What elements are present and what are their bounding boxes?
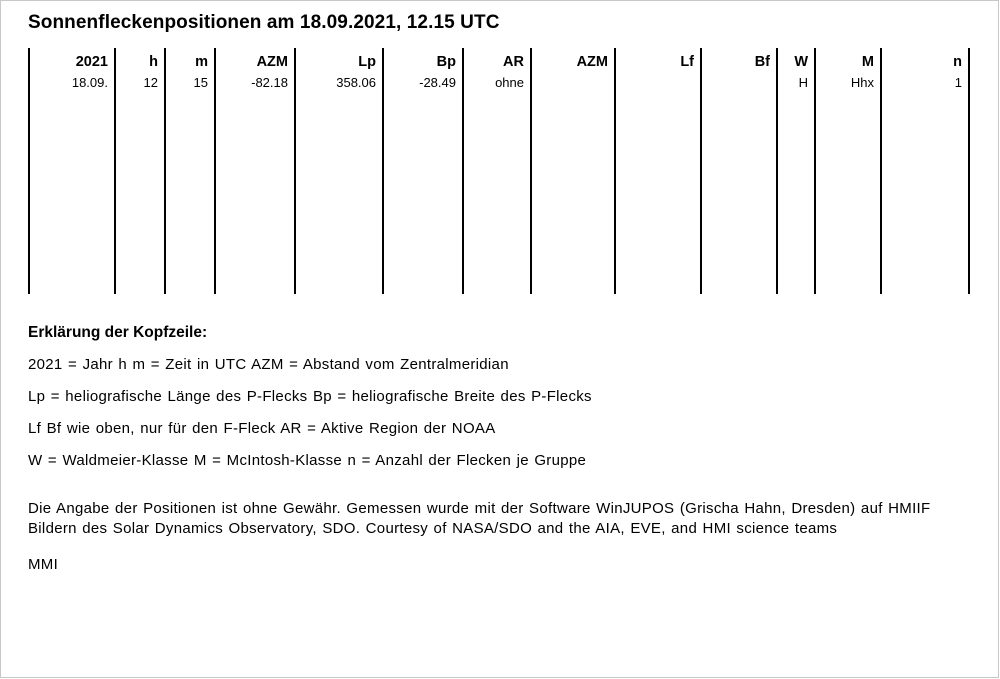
cell-bp: -28.49 bbox=[383, 74, 463, 97]
cell-azm-f bbox=[531, 74, 615, 97]
cell-lf bbox=[615, 74, 701, 97]
cell-hour: 12 bbox=[115, 74, 165, 97]
filler-cell bbox=[115, 97, 165, 294]
column-header-bp: Bp bbox=[383, 48, 463, 74]
table-row bbox=[29, 74, 969, 97]
column-header-azm-p: AZM bbox=[215, 48, 295, 74]
explanation-line-1: 2021 = Jahr h m = Zeit in UTC AZM = Abstand vom Zentralmeridian bbox=[28, 356, 509, 373]
column-header-azm-f: AZM bbox=[531, 48, 615, 74]
explanation-line-3: Lf Bf wie oben, nur für den F-Fleck AR = Aktive Region der NOAA bbox=[28, 420, 496, 437]
cell-minute: 15 bbox=[165, 74, 215, 97]
filler-cell bbox=[531, 97, 615, 294]
document-content bbox=[28, 12, 978, 573]
sunspot-positions-table bbox=[28, 48, 970, 294]
explanation-line-2: Lp = heliografische Länge des P-Flecks Bp = heliografische Breite des P-Flecks bbox=[28, 388, 592, 405]
filler-cell bbox=[463, 97, 531, 294]
cell-azm-p: -82.18 bbox=[215, 74, 295, 97]
explanation-heading: Erklärung der Kopfzeile: bbox=[28, 324, 208, 341]
explanation-line-4: W = Waldmeier-Klasse M = McIntosh-Klasse n = Anzahl der Flecken je Gruppe bbox=[28, 452, 587, 469]
cell-mcintosh: Hhx bbox=[815, 74, 881, 97]
filler-cell bbox=[615, 97, 701, 294]
cell-waldmeier: H bbox=[777, 74, 815, 97]
filler-cell bbox=[295, 97, 383, 294]
column-header-ar: AR bbox=[463, 48, 531, 74]
filler-cell bbox=[815, 97, 881, 294]
explanation-section bbox=[28, 324, 978, 469]
filler-cell bbox=[165, 97, 215, 294]
column-header-lf: Lf bbox=[615, 48, 701, 74]
filler-cell bbox=[383, 97, 463, 294]
column-header-hour: h bbox=[115, 48, 165, 74]
column-header-mcintosh: M bbox=[815, 48, 881, 74]
signature: MMI bbox=[28, 555, 59, 573]
table-header-row bbox=[29, 48, 969, 74]
filler-cell bbox=[215, 97, 295, 294]
column-header-bf: Bf bbox=[701, 48, 777, 74]
cell-bf bbox=[701, 74, 777, 97]
sunspot-table-wrapper bbox=[28, 48, 962, 294]
filler-cell bbox=[777, 97, 815, 294]
cell-lp: 358.06 bbox=[295, 74, 383, 97]
cell-n: 1 bbox=[881, 74, 969, 97]
cell-year: 18.09. bbox=[29, 74, 115, 97]
cell-ar: ohne bbox=[463, 74, 531, 97]
column-header-waldmeier: W bbox=[777, 48, 815, 74]
filler-cell bbox=[881, 97, 969, 294]
filler-cell bbox=[701, 97, 777, 294]
column-header-n: n bbox=[881, 48, 969, 74]
filler-cell bbox=[29, 97, 115, 294]
page-title: Sonnenfleckenpositionen am 18.09.2021, 12.15 UTC bbox=[28, 12, 500, 33]
table-filler-row bbox=[29, 97, 969, 294]
column-header-year: 2021 bbox=[29, 48, 115, 74]
disclaimer-note: Die Angabe der Positionen ist ohne Gewähr. Gemessen wurde mit der Software WinJUPOS (Grischa Hahn, Dresden) auf HMIIF Bildern des Solar Dynamics Observatory, SDO. Courtesy of NASA/SDO and the AIA, EVE, and HMI science teams bbox=[28, 500, 931, 538]
column-header-minute: m bbox=[165, 48, 215, 74]
column-header-lp: Lp bbox=[295, 48, 383, 74]
